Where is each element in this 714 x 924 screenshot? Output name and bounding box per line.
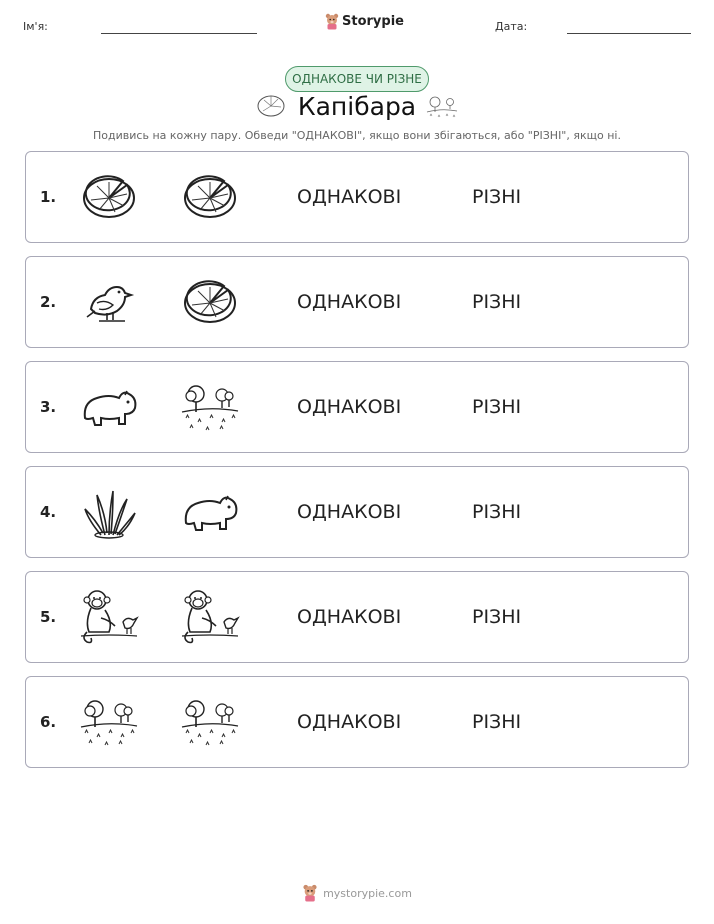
- capybara-icon: [180, 483, 240, 543]
- date-line[interactable]: [567, 33, 691, 34]
- storypie-logo: [325, 13, 404, 30]
- meadow-trees-icon: [180, 693, 240, 753]
- capybara-icon: [79, 378, 139, 438]
- option-same[interactable]: ОДНАКОВІ: [297, 291, 402, 313]
- option-different[interactable]: РІЗНІ: [472, 501, 522, 523]
- lily-pad-icon: [180, 273, 240, 333]
- option-different[interactable]: РІЗНІ: [472, 291, 522, 313]
- category-badge: ОДНАКОВЕ ЧИ РІЗНЕ: [285, 66, 429, 92]
- question-number: 1.: [40, 188, 57, 206]
- worksheet-title: Капібара: [297, 92, 417, 121]
- footer-url[interactable]: mystorypie.com: [323, 886, 412, 900]
- meadow-trees-icon: [79, 693, 139, 753]
- bear-mascot-icon: [325, 13, 339, 30]
- grass-icon: [79, 483, 139, 543]
- question-row-3: [25, 361, 689, 453]
- option-same[interactable]: ОДНАКОВІ: [297, 186, 402, 208]
- question-row-5: [25, 571, 689, 663]
- option-same[interactable]: ОДНАКОВІ: [297, 711, 402, 733]
- question-row-2: [25, 256, 689, 348]
- question-number: 2.: [40, 293, 57, 311]
- bear-mascot-icon: [302, 884, 318, 902]
- option-different[interactable]: РІЗНІ: [472, 711, 522, 733]
- lily-pad-icon: [79, 168, 139, 228]
- option-different[interactable]: РІЗНІ: [472, 396, 522, 418]
- option-same[interactable]: ОДНАКОВІ: [297, 396, 402, 418]
- question-number: 6.: [40, 713, 57, 731]
- meadow-trees-icon: [426, 94, 458, 120]
- question-row-6: [25, 676, 689, 768]
- option-same[interactable]: ОДНАКОВІ: [297, 501, 402, 523]
- instruction-text: Подивись на кожну пару. Обведи "ОДНАКОВІ", якщо вони збігаються, або "РІЗНІ", якщо ні.: [93, 129, 621, 142]
- question-row-1: [25, 151, 689, 243]
- meadow-trees-icon: [180, 378, 240, 438]
- question-number: 5.: [40, 608, 57, 626]
- name-line[interactable]: [101, 33, 257, 34]
- question-number: 3.: [40, 398, 57, 416]
- monkey-bird-icon: [79, 588, 139, 648]
- question-row-4: [25, 466, 689, 558]
- date-label: Дата:: [495, 20, 528, 33]
- monkey-bird-icon: [180, 588, 240, 648]
- option-different[interactable]: РІЗНІ: [472, 186, 522, 208]
- option-same[interactable]: ОДНАКОВІ: [297, 606, 402, 628]
- question-number: 4.: [40, 503, 57, 521]
- footer: [0, 884, 714, 902]
- logo-text: Storypie: [342, 14, 404, 29]
- name-label: Ім'я:: [23, 20, 48, 33]
- bird-icon: [79, 273, 139, 333]
- option-different[interactable]: РІЗНІ: [472, 606, 522, 628]
- lily-pad-icon: [180, 168, 240, 228]
